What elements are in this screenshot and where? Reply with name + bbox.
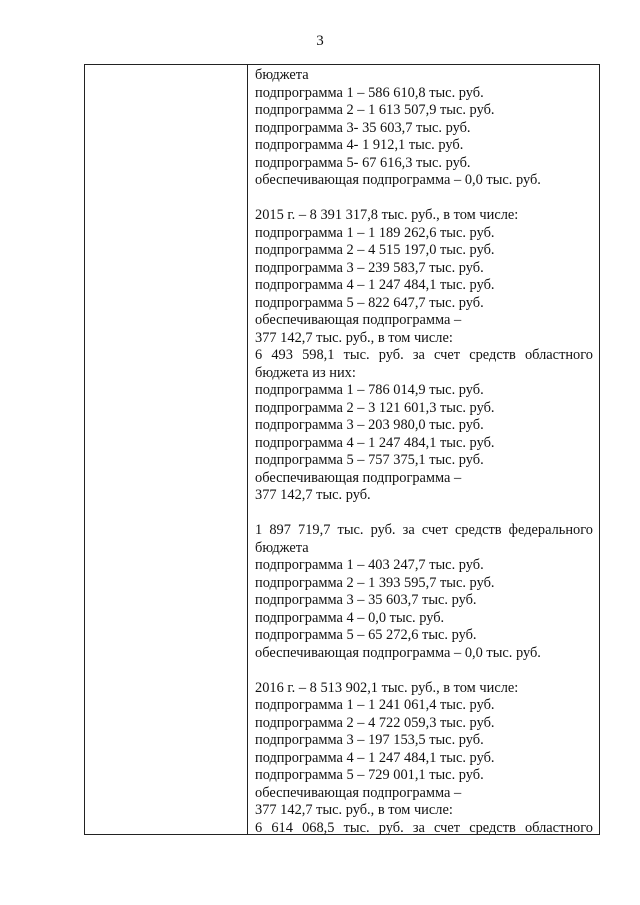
text-line: 377 142,7 тыс. руб., в том числе: [255, 329, 453, 346]
text-line: подпрограмма 1 – 403 247,7 тыс. руб. [255, 557, 484, 573]
table-bottom-border [84, 834, 599, 835]
text-line: обеспечивающая подпрограмма – [255, 469, 462, 486]
text-line: подпрограмма 1 – 586 610,8 тыс. руб. [255, 84, 484, 101]
text-line: 6 493 598,1 тыс. руб. за счет средств областного [255, 347, 593, 363]
text-line: 2015 г. – 8 391 317,8 тыс. руб., в том числе: [255, 207, 519, 223]
text-line: подпрограмма 4 – 1 247 484,1 тыс. руб. [255, 277, 495, 293]
text-line: обеспечивающая подпрограмма – [255, 784, 462, 801]
text-line: 1 897 719,7 тыс. руб. за счет средств федерального [255, 522, 593, 538]
text-line: обеспечивающая подпрограмма – 0,0 тыс. руб. [255, 644, 541, 661]
text-line: подпрограмма 2 – 1 393 595,7 тыс. руб. [255, 574, 495, 591]
text-line: обеспечивающая подпрограмма – 0,0 тыс. руб. [255, 172, 541, 188]
text-line: подпрограмма 3 – 203 980,0 тыс. руб. [255, 417, 484, 433]
text-line: обеспечивающая подпрограмма – [255, 312, 462, 328]
table-cell-content [255, 67, 593, 837]
text-line: подпрограмма 5 – 65 272,6 тыс. руб. [255, 627, 477, 643]
text-line: подпрограмма 5 – 757 375,1 тыс. руб. [255, 452, 484, 468]
text-line: подпрограмма 3- 35 603,7 тыс. руб. [255, 119, 471, 136]
text-line: подпрограмма 1 – 1 189 262,6 тыс. руб. [255, 224, 495, 241]
text-line: подпрограмма 3 – 35 603,7 тыс. руб. [255, 592, 477, 608]
text-line: 377 142,7 тыс. руб., в том числе: [255, 802, 453, 818]
text-line: подпрограмма 1 – 786 014,9 тыс. руб. [255, 382, 484, 398]
text-line: 377 142,7 тыс. руб. [255, 487, 371, 503]
text-line: подпрограмма 2 – 1 613 507,9 тыс. руб. [255, 102, 495, 118]
text-line: подпрограмма 3 – 197 153,5 тыс. руб. [255, 732, 484, 748]
text-line: подпрограмма 4 – 1 247 484,1 тыс. руб. [255, 749, 495, 766]
text-line: бюджета из них: [255, 364, 356, 381]
text-line: подпрограмма 2 – 3 121 601,3 тыс. руб. [255, 399, 495, 416]
text-line: подпрограмма 4 – 0,0 тыс. руб. [255, 609, 445, 626]
text-line: бюджета [255, 67, 309, 83]
text-line: 6 614 068,5 тыс. руб. за счет средств областного [255, 819, 593, 836]
text-line: подпрограмма 4- 1 912,1 тыс. руб. [255, 137, 464, 153]
text-line: подпрограмма 2 – 4 515 197,0 тыс. руб. [255, 242, 495, 258]
text-line: подпрограмма 5 – 729 001,1 тыс. руб. [255, 767, 484, 783]
text-line: подпрограмма 4 – 1 247 484,1 тыс. руб. [255, 434, 495, 451]
text-line: подпрограмма 2 – 4 722 059,3 тыс. руб. [255, 714, 495, 731]
blank-line [255, 505, 593, 523]
text-line: подпрограмма 3 – 239 583,7 тыс. руб. [255, 259, 484, 276]
table [84, 64, 600, 835]
text-line: 2016 г. – 8 513 902,1 тыс. руб., в том числе: [255, 679, 519, 696]
text-line: подпрограмма 5- 67 616,3 тыс. руб. [255, 154, 471, 171]
text-line: подпрограмма 1 – 1 241 061,4 тыс. руб. [255, 697, 495, 713]
blank-line [255, 190, 593, 208]
text-line: бюджета [255, 539, 309, 556]
page-number: 3 [316, 33, 324, 49]
text-line: подпрограмма 5 – 822 647,7 тыс. руб. [255, 294, 484, 311]
column-divider [247, 65, 248, 835]
blank-line [255, 662, 593, 680]
